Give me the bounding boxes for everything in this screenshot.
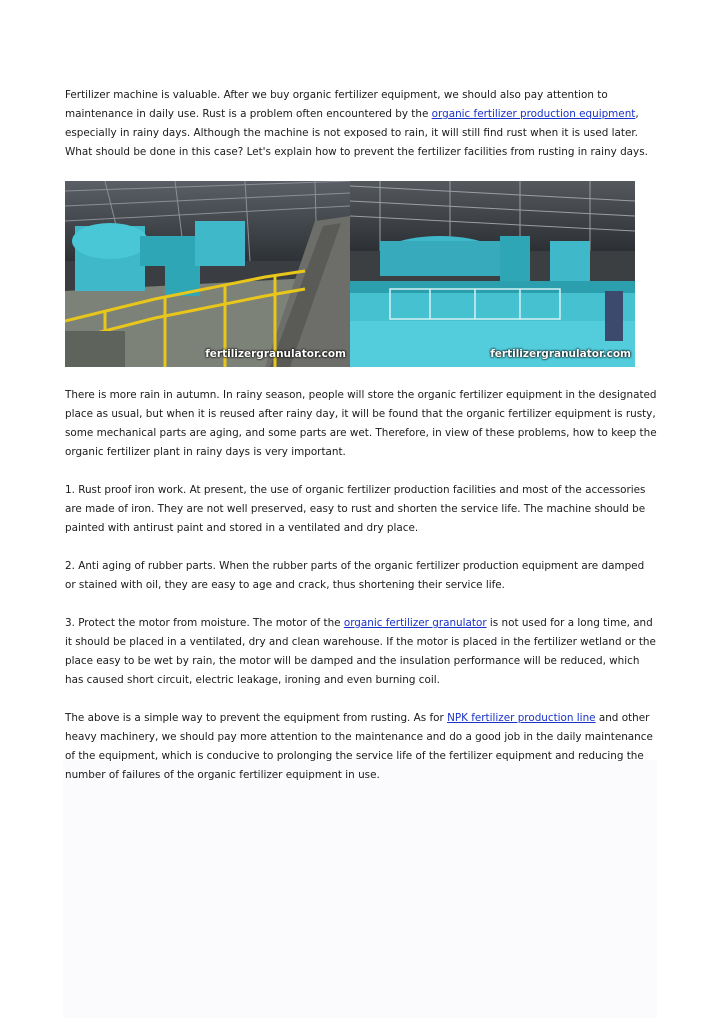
watermark-right: fertilizergranulator.com: [490, 348, 631, 360]
point-3-paragraph: [65, 614, 657, 690]
npk-fertilizer-production-line-link[interactable]: NPK fertilizer production line: [447, 712, 596, 724]
conclusion-text-end: and other heavy machinery, we should pay more attention to the maintenance and do a good job in the daily maintenance of the equipment, which is conducive to prolonging the service life of the fertilizer equipment and reducing the number of failures of the organic fertilizer equipment in use.: [65, 712, 653, 781]
article-body: [65, 86, 657, 804]
factory-photo-right: [350, 181, 635, 367]
watermark-left: fertilizergranulator.com: [205, 348, 346, 360]
point-3-text-start: 3. Protect the motor from moisture. The motor of the: [65, 617, 344, 629]
factory-photo-left-illustration: [65, 181, 350, 367]
intro-text-start: Fertilizer machine is valuable. After we buy organic fertilizer equipment, we should also pay attention to maintenance in daily use. Rust is a problem often encountered by the: [65, 89, 608, 120]
organic-fertilizer-production-equipment-link[interactable]: organic fertilizer production equipment: [431, 108, 636, 120]
intro-paragraph: [65, 86, 657, 162]
point-2-paragraph: 2. Anti aging of rubber parts. When the rubber parts of the organic fertilizer production equipment are damped or stained with oil, they are easy to age and crack, thus shortening their service life.: [65, 560, 645, 591]
point-3-text-end: is not used for a long time, and it should be placed in a ventilated, dry and clean warehouse. If the motor is placed in the fertilizer wetland or the place easy to be wet by rain, the motor will be damped and the insulation performance will be reduced, which has caused short circuit, electric leakage, ironing and even burning coil.: [65, 617, 656, 686]
factory-photo-left: [65, 181, 350, 367]
point-1-paragraph: 1. Rust proof iron work. At present, the use of organic fertilizer production facilities and most of the accessories are made of iron. They are not well preserved, easy to rust and shorten the service life. The machine should be painted with antirust paint and stored in a ventilated and dry place.: [65, 484, 646, 534]
factory-photos: [65, 181, 635, 367]
intro-text-end: , especially in rainy days. Although the machine is not exposed to rain, it will still find rust when it is used later. What should be done in this case? Let's explain how to prevent the fertilizer facilities from rusting in rainy days.: [65, 108, 648, 158]
conclusion-text-start: The above is a simple way to prevent the equipment from rusting. As for: [65, 712, 448, 724]
autumn-paragraph: There is more rain in autumn. In rainy season, people will store the organic fertilizer equipment in the designated place as usual, but when it is reused after rainy day, it will be found that the organic fertilizer equipment is rusty, some mechanical parts are aging, and some parts are wet. Therefore, in view of these problems, how to keep the organic fertilizer plant in rainy days is very important.: [65, 389, 657, 458]
organic-fertilizer-granulator-link[interactable]: organic fertilizer granulator: [343, 617, 487, 629]
conclusion-paragraph: [65, 709, 657, 785]
factory-photo-right-illustration: [350, 181, 635, 367]
